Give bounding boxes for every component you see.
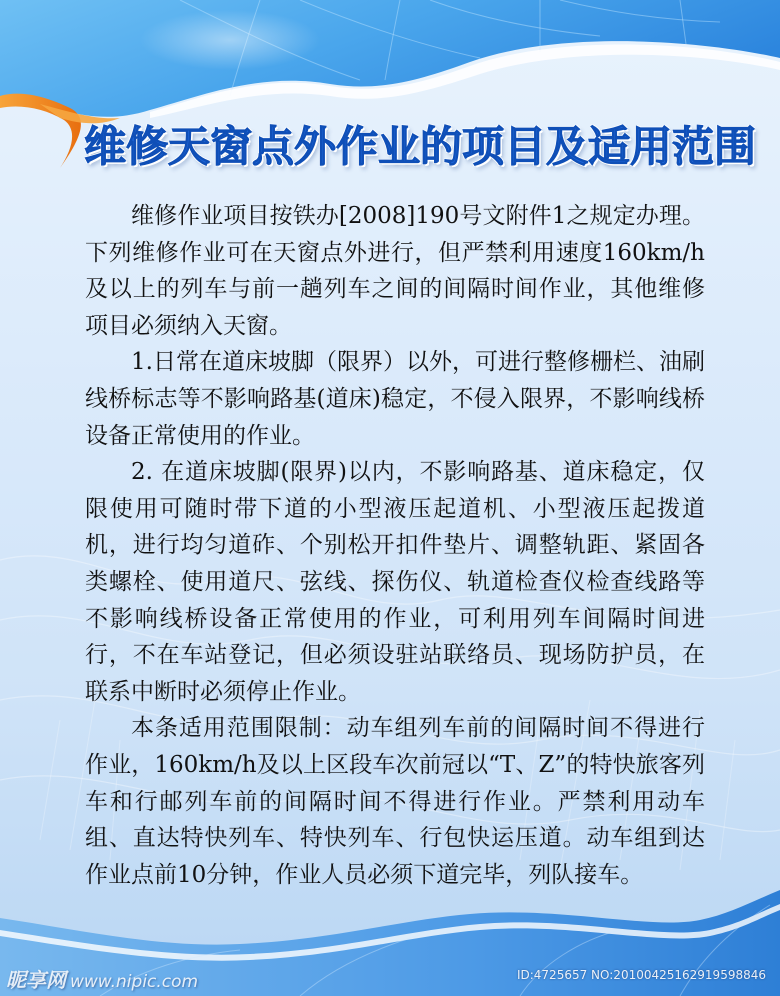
paragraph-item-1: 1.日常在道床坡脚（限界）以外，可进行整修栅栏、油刷线桥标志等不影响路基(道床)稳定，不侵入限界，不影响线桥设备正常使用的作业。 [85, 349, 705, 449]
paragraph-item-2: 2. 在道床坡脚(限界)以内，不影响路基、道床稳定，仅限使用可随时带下道的小型液压起道机、小型液压起拨道机，进行均匀道砟、个别松开扣件垫片、调整轨距、紧固各类螺栓、使用道尺、弦线、探伤仪、轨道检查仪检查线路等不影响线桥设备正常使用的作业，可利用列车间隔时间进行，不在车站登记，但必须设驻站联络员、现场防护员，在联系中断时必须停止作业。 [85, 459, 705, 705]
paragraph-intro: 维修作业项目按铁办[2008]190号文附件1之规定办理。下列维修作业可在天窗点外进行，但严禁利用速度160km/h及以上的列车与前一趟列车之间的间隔时间作业，其他维修项目必须纳入天窗。 [85, 203, 705, 339]
paragraph-scope-limit: 本条适用范围限制：动车组列车前的间隔时间不得进行作业，160km/h及以上区段车次前冠以“T、Z”的特快旅客列车和行邮列车前的间隔时间不得进行作业。严禁利用动车组、直达特快列车、特快列车、行包快运压道。动车组到达作业点前10分钟，作业人员必须下道完毕，列队接车。 [85, 715, 705, 888]
watermark-url: www.nipic.com [70, 972, 199, 992]
watermark-logo [6, 964, 198, 993]
body-text [85, 198, 705, 893]
watermark-id: ID:4725657 NO:20100425162919598846 [516, 968, 766, 982]
poster-title: 维修天窗点外作业的项目及适用范围 [84, 122, 757, 171]
watermark-logo-text: 昵享网 [6, 968, 66, 992]
